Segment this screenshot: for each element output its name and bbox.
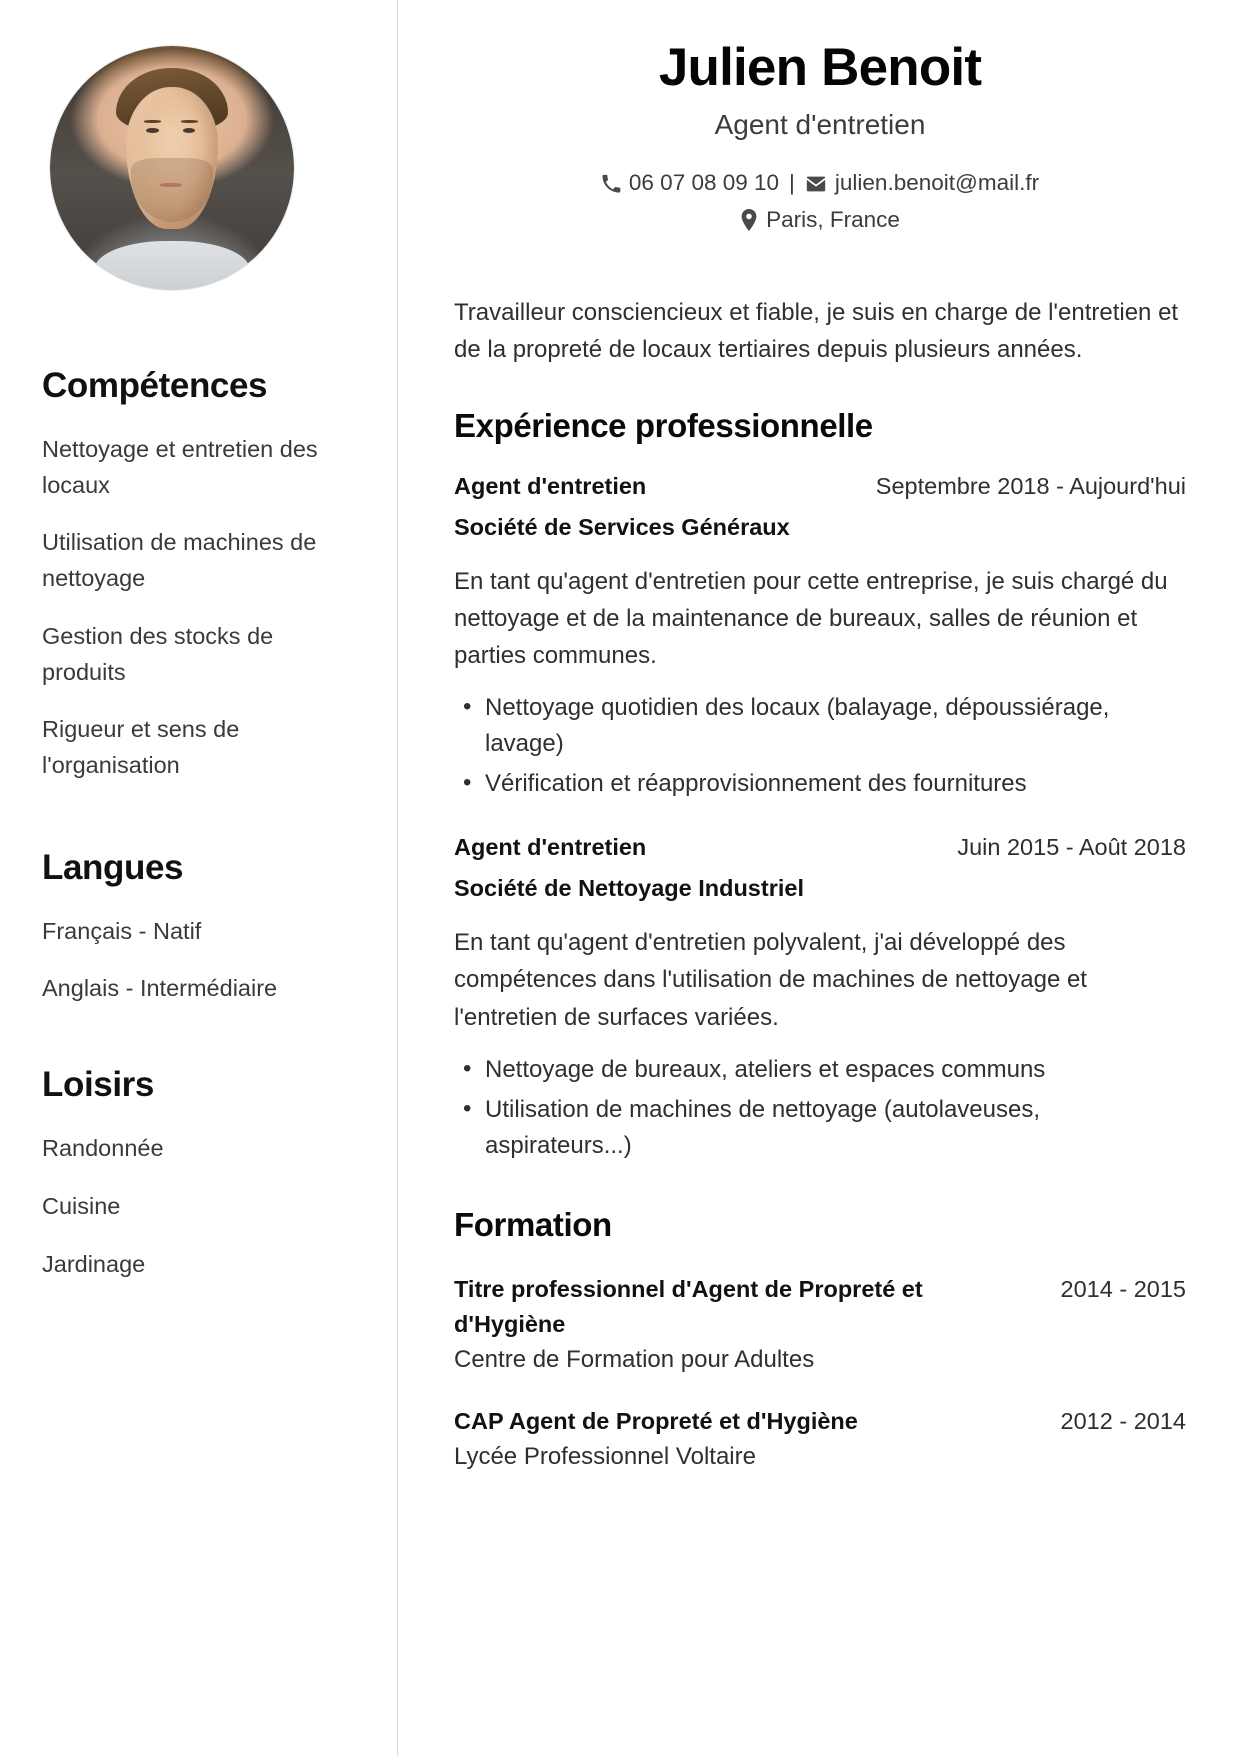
language-item: Français - Natif (42, 917, 202, 944)
portrait-eye-right (183, 128, 195, 133)
experience-job-title: Agent d'entretien (454, 472, 647, 499)
experience-heading: Expérience professionnelle (454, 406, 873, 444)
contact-location-row (454, 202, 1186, 238)
phone-icon (601, 174, 621, 194)
education-degree: CAP Agent de Propreté et d'Hygiène (454, 1408, 858, 1435)
portrait-shirt (94, 241, 250, 290)
hobby-item: Randonnée (42, 1135, 164, 1162)
language-item: Anglais - Intermédiaire (42, 975, 278, 1002)
education-item (454, 1272, 1186, 1375)
experience-job-dates: Juin 2015 - Août 2018 (957, 834, 1186, 861)
education-item-header (454, 1404, 1186, 1439)
main-content (398, 0, 1242, 1756)
hobby-item: Jardinage (42, 1250, 146, 1277)
portrait-mouth (160, 183, 182, 187)
location-text: Paris, France (766, 206, 900, 232)
experience-description: En tant qu'agent d'entretien polyvalent, j'ai développé des compétences dans l'utilisation de machines de nettoyage et l'entretien de surfaces variées. (454, 929, 1087, 1031)
experience-item (454, 834, 1186, 1164)
education-heading: Formation (454, 1205, 612, 1243)
experience-bullet: • Nettoyage de bureaux, ateliers et espaces communs (454, 1052, 1186, 1088)
education-school: Centre de Formation pour Adultes (454, 1346, 815, 1374)
skill-item: Utilisation de machines de nettoyage (42, 529, 317, 592)
profile-summary: Travailleur consciencieux et fiable, je suis en charge de l'entretien et de la propreté de locaux tertiaires depuis plusieurs années. (454, 299, 1179, 364)
education-school: Lycée Professionnel Voltaire (454, 1443, 756, 1471)
languages-section (42, 848, 353, 1007)
experience-bullet: • Vérification et réapprovisionnement des fournitures (454, 766, 1186, 802)
experience-item (454, 473, 1186, 803)
phone-number: 06 07 08 09 10 (628, 170, 780, 196)
contact-separator: | (789, 170, 795, 196)
languages-heading: Langues (42, 847, 184, 887)
portrait-photo (50, 46, 294, 290)
experience-job-dates: Septembre 2018 - Aujourd'hui (875, 472, 1186, 499)
contact-phone-email-row (454, 165, 1186, 201)
skills-section (42, 366, 353, 784)
skill-item: Rigueur et sens de l'organisation (42, 716, 240, 779)
skill-item: Nettoyage et entretien des locaux (42, 436, 318, 498)
education-years: 2014 - 2015 (1060, 1275, 1186, 1302)
portrait-brow-right (181, 120, 198, 123)
job-role-subtitle: Agent d'entretien (714, 109, 926, 141)
hobbies-section (42, 1065, 353, 1282)
contact-email[interactable] (805, 165, 1039, 201)
contact-phone[interactable] (601, 165, 779, 201)
portrait-brow-left (144, 120, 161, 123)
experience-bullet-list (454, 1052, 1186, 1164)
contact-location (740, 202, 900, 238)
education-item (454, 1404, 1186, 1471)
experience-bullet-list (454, 690, 1186, 802)
avatar (50, 46, 294, 290)
email-address: julien.benoit@mail.fr (834, 170, 1040, 196)
portrait-eye-left (146, 128, 158, 133)
envelope-icon (805, 173, 827, 195)
map-pin-icon (740, 209, 758, 231)
hobbies-heading: Loisirs (42, 1065, 154, 1105)
page-title: Julien Benoit (658, 38, 982, 97)
experience-description: En tant qu'agent d'entretien pour cette entreprise, je suis chargé du nettoyage et de la maintenance de bureaux, salles de réunion et parties communes. (454, 567, 1168, 669)
education-degree: Titre professionnel d'Agent de Propreté et d'Hygiène (454, 1275, 923, 1337)
experience-job-title: Agent d'entretien (454, 834, 647, 861)
education-item-header (454, 1272, 1186, 1343)
experience-item-header (454, 473, 1186, 500)
education-years: 2012 - 2014 (1060, 1408, 1186, 1435)
experience-company: Société de Services Généraux (454, 513, 790, 540)
sidebar (0, 0, 398, 1756)
experience-bullet: • Nettoyage quotidien des locaux (balayage, dépoussiérage, lavage) (454, 690, 1186, 762)
experience-item-header (454, 834, 1186, 861)
hobby-item: Cuisine (42, 1192, 121, 1219)
experience-company: Société de Nettoyage Industriel (454, 875, 804, 902)
experience-bullet: • Utilisation de machines de nettoyage (autolaveuses, aspirateurs...) (454, 1092, 1186, 1164)
skill-item: Gestion des stocks de produits (42, 622, 274, 685)
skills-heading: Compétences (42, 366, 268, 405)
